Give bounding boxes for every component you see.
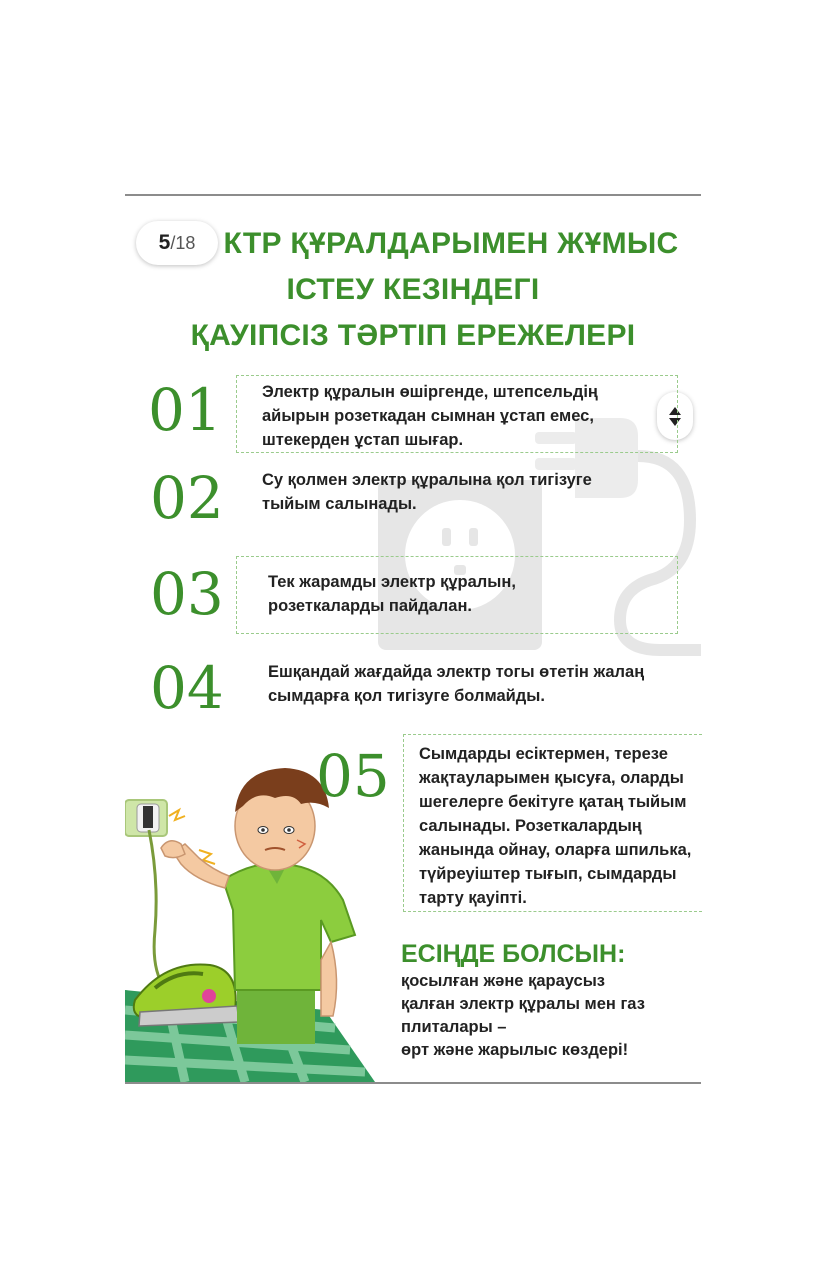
rule-05-line-3: шегелерге бекітуге қатаң тыйым (419, 793, 687, 811)
page-counter-badge[interactable] (136, 221, 218, 265)
rule-03-line-1: Тек жарамды электр құралын, (268, 573, 516, 591)
rule-05-line-2: жақтауларымен қысуға, оларды (419, 769, 684, 787)
rule-number-03: 03 (150, 560, 224, 628)
rule-01-line-1: Электр құралын өшіргенде, штепсельдің (262, 383, 598, 401)
rule-text-02 (262, 468, 592, 516)
rule-01-line-2: айырын розеткадан сымнан ұстап емес, (262, 407, 594, 425)
remember-line-4: өрт және жарылыс көздері! (401, 1041, 629, 1059)
remember-heading: ЕСІҢДЕ БОЛСЫН: (401, 940, 626, 968)
rule-text-01 (262, 380, 598, 452)
rule-05-line-1: Сымдарды есіктермен, терезе (419, 745, 668, 763)
rule-05-line-7: тарту қауіпті. (419, 889, 527, 907)
rule-04-line-1: Ешқандай жағдайда электр тогы өтетін жалаң (268, 663, 645, 681)
bottom-divider (125, 1082, 701, 1084)
remember-text (401, 970, 645, 1062)
rule-number-01: 01 (148, 376, 222, 444)
rule-05-line-4: салынады. Розеткалардың (419, 817, 642, 835)
rule-02-line-1: Су қолмен электр құралына қол тигізуге (262, 471, 592, 489)
rule-text-04 (268, 660, 644, 708)
rule-04-line-2: сымдарға қол тигізуге болмайды. (268, 687, 545, 705)
rule-number-02: 02 (150, 464, 224, 532)
rule-02-line-2: тыйым салынады. (262, 495, 417, 513)
rule-text-03 (268, 570, 516, 618)
rule-03-line-2: розеткаларды пайдалан. (268, 597, 473, 615)
rule-05-line-6: түйреуіштер тығып, сымдарды (419, 865, 677, 883)
rule-01-line-3: штекерден ұстап шығар. (262, 431, 464, 449)
title-line-2: ІСТЕУ КЕЗІНДЕГІ (286, 273, 540, 306)
remember-line-3: плиталары – (401, 1018, 507, 1036)
remember-line-1: қосылған және қараусыз (401, 972, 605, 990)
title-line-3: ҚАУІПСІЗ ТӘРТІП ЕРЕЖЕЛЕРІ (190, 319, 636, 352)
page-current: 5 (158, 231, 171, 254)
rule-number-05: 05 (316, 742, 390, 810)
top-divider (125, 194, 701, 196)
rule-number-04: 04 (150, 654, 224, 722)
page-total: /18 (170, 232, 196, 253)
rule-05-line-5: жанында ойнау, оларға шпилька, (419, 841, 692, 859)
remember-line-2: қалған электр құралы мен газ (401, 995, 645, 1013)
rule-text-05 (419, 742, 691, 910)
title-line-1: КТР ҚҰРАЛДАРЫМЕН ЖҰМЫС (223, 227, 679, 260)
